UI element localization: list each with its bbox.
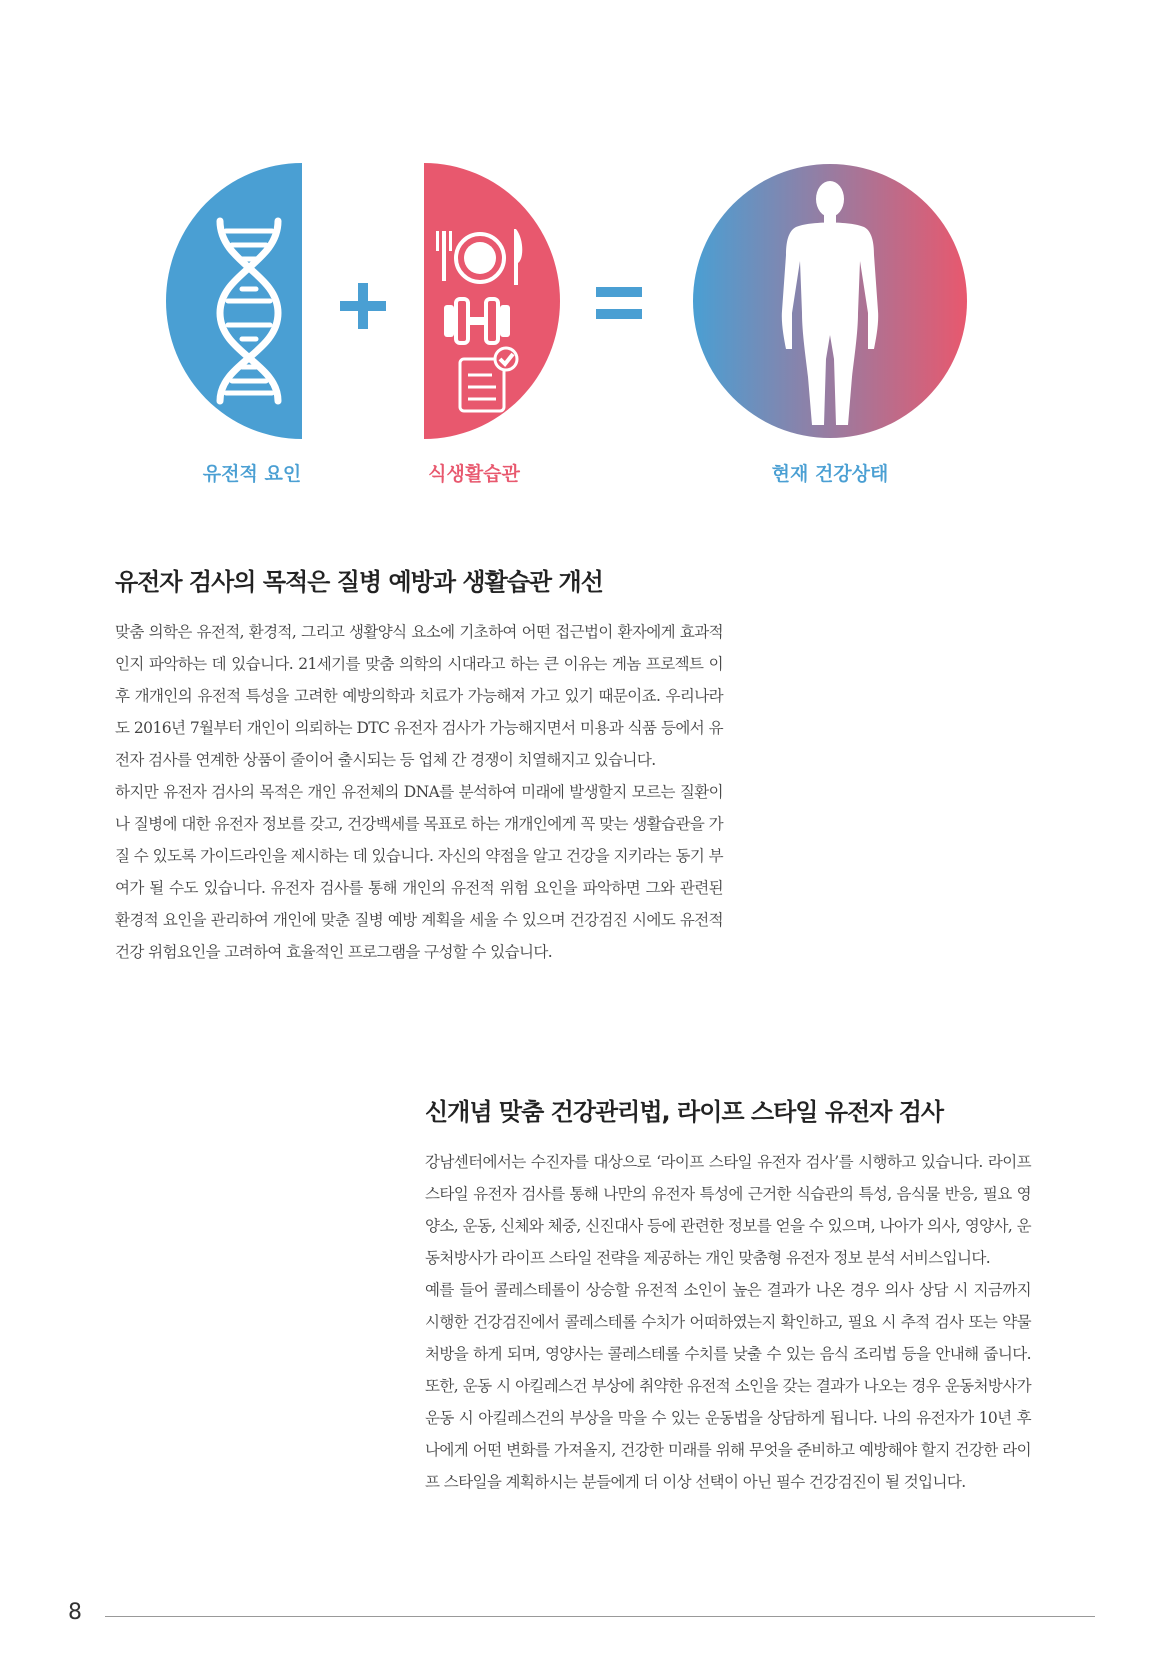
- plus-icon: [340, 283, 386, 329]
- genetic-factor-graphic: [166, 163, 306, 439]
- section1-paragraph: 하지만 유전자 검사의 목적은 개인 유전체의 DNA를 분석하여 미래에 발생할지 모르는 질환이나 질병에 대한 유전자 정보를 갖고, 건강백세를 목표로 하는 개개인에게 꼭 맞는 생활습관을 가질 수 있도록 가이드라인을 제시하는 데 있습니다. 자신의 약점을 알고 건강을 지키라는 동기 부여가 될 수도 있습니다. 유전자 검사를 통해 개인의 유전적 위험 요인을 파악하면 그와 관련된 환경적 요인을 관리하여 개인에 맞춘 질병 예방 계획을 세울 수 있으며 건강검진 시에도 유전적 건강 위험요인을 고려하여 효율적인 프로그램을 구성할 수 있습니다.: [115, 783, 723, 961]
- section1-title: 유전자 검사의 목적은 질병 예방과 생활습관 개선: [115, 568, 603, 596]
- section2-paragraph: 예를 들어 콜레스테롤이 상승할 유전적 소인이 높은 결과가 나온 경우 의사 상담 시 지금까지 시행한 건강검진에서 콜레스테롤 수치가 어떠하였는지 확인하고, 필요 시 추적 검사 또는 약물 처방을 하게 되며, 영양사는 콜레스테롤 수치를 낮출 수 있는 음식 조리법 등을 안내해 줍니다. 또한, 운동 시 아킬레스건 부상에 취약한 유전적 소인을 갖는 결과가 나오는 경우 운동처방사가 운동 시 아킬레스건의 부상을 막을 수 있는 운동법을 상담하게 됩니다. 나의 유전자가 10년 후 나에게 어떤 변화를 가져올지, 건강한 미래를 위해 무엇을 준비하고 예방해야 할지 건강한 라이프 스타일을 계획하시는 분들에게 더 이상 선택이 아닌 필수 건강검진이 될 것입니다.: [425, 1281, 1031, 1491]
- infographic: [0, 0, 1166, 500]
- page-number: 8: [68, 1600, 82, 1625]
- section1-body: [115, 616, 723, 968]
- section2-paragraph: 강남센터에서는 수진자를 대상으로 ‘라이프 스타일 유전자 검사’를 시행하고 있습니다. 라이프 스타일 유전자 검사를 통해 나만의 유전자 특성에 근거한 식습관의 특성, 음식물 반응, 필요 영양소, 운동, 신체와 체중, 신진대사 등에 관련한 정보를 얻을 수 있으며, 나아가 의사, 영양사, 운동처방사가 라이프 스타일 전략을 제공하는 개인 맞춤형 유전자 정보 분석 서비스입니다.: [425, 1153, 1031, 1267]
- section2-body: [425, 1146, 1031, 1498]
- caption-genetic-factor: 유전적 요인: [202, 463, 302, 485]
- footer-divider: [105, 1616, 1095, 1617]
- lifestyle-factor-graphic: [420, 163, 560, 439]
- section1-paragraph: 맞춤 의학은 유전적, 환경적, 그리고 생활양식 요소에 기초하여 어떤 접근법이 환자에게 효과적인지 파악하는 데 있습니다. 21세기를 맞춤 의학의 시대라고 하는 큰 이유는 게놈 프로젝트 이후 개개인의 유전적 특성을 고려한 예방의학과 치료가 가능해져 가고 있기 때문이죠. 우리나라도 2016년 7월부터 개인이 의뢰하는 DTC 유전자 검사가 가능해지면서 미용과 식품 등에서 유전자 검사를 연계한 상품이 줄이어 출시되는 등 업체 간 경쟁이 치열해지고 있습니다.: [115, 623, 723, 769]
- section2-title: 신개념 맞춤 건강관리법, 라이프 스타일 유전자 검사: [425, 1098, 944, 1126]
- health-status-graphic: [692, 163, 968, 439]
- caption-lifestyle: 식생활습관: [428, 463, 520, 485]
- equals-icon: [596, 285, 642, 321]
- caption-health-status: 현재 건강상태: [771, 463, 889, 485]
